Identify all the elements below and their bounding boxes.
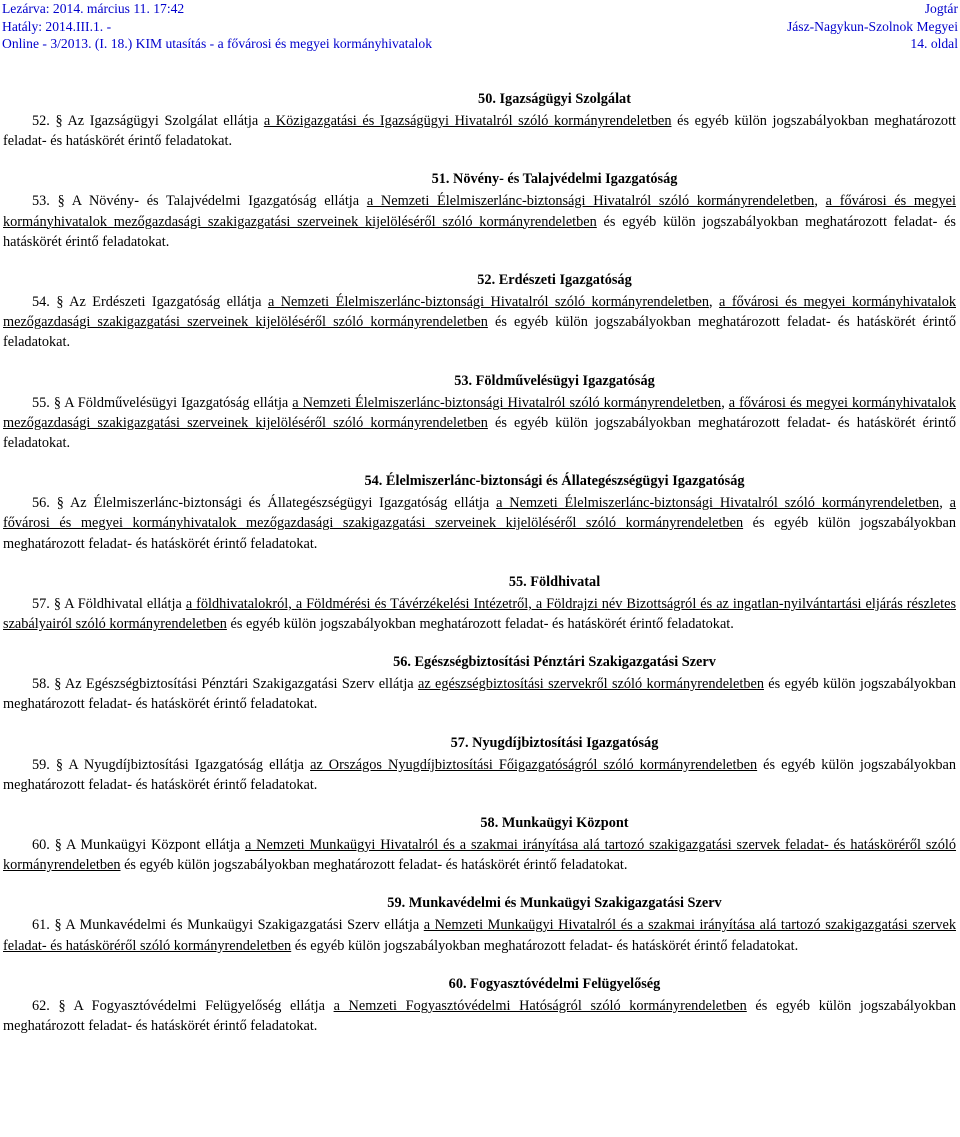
document-title: Online - 3/2013. (I. 18.) KIM utasítás - a fővárosi és megyei kormányhivatalok — [2, 36, 432, 51]
section-sign-icon: § — [53, 394, 65, 411]
paragraph-text: A Földművelésügyi Igazgatóság ellátja — [64, 394, 293, 411]
legal-reference-link[interactable]: a Nemzeti Élelmiszerlánc-biztonsági Hivatalról szóló kormányrendeletben — [496, 495, 940, 512]
paragraph-text: , — [939, 495, 950, 512]
paragraph-number: 59. — [32, 756, 56, 773]
section-paragraph — [3, 191, 956, 252]
county-name: Jász-Nagykun-Szolnok Megyei — [786, 18, 958, 34]
paragraph-text: és egyéb külön jogszabályokban meghatározott feladat- és hatáskörét érintő feladatokat. — [3, 676, 956, 713]
paragraph-text: A Nyugdíjbiztosítási Igazgatóság ellátja — [68, 756, 311, 773]
paragraph-text: , — [721, 394, 729, 411]
paragraph-text: és egyéb külön jogszabályokban meghatározott feladat- és hatáskörét érintő feladatokat. — [3, 213, 956, 250]
section-paragraph — [3, 594, 956, 634]
section-title: 54. Élelmiszerlánc-biztonsági és Állategészségügyi Igazgatóság — [364, 473, 745, 490]
legal-reference-link[interactable]: a Nemzeti Élelmiszerlánc-biztonsági Hivatalról szóló kormányrendeletben — [366, 193, 815, 210]
paragraph-text: A Földhivatal ellátja — [64, 595, 186, 612]
section-title: 57. Nyugdíjbiztosítási Igazgatóság — [450, 734, 659, 751]
legal-reference-link[interactable]: a Nemzeti Munkaügyi Hivatalról és a szakmai irányítása alá tartozó szakigazgatási szervek feladat- és hatásköréről szóló kormányrendeletben — [3, 917, 956, 954]
paragraph-text: A Fogyasztóvédelmi Felügyelőség ellátja — [73, 997, 334, 1014]
paragraph-text: és egyéb külön jogszabályokban meghatározott feladat- és hatáskörét érintő feladatokat. — [3, 113, 957, 150]
section-paragraph — [3, 493, 956, 554]
section-title: 58. Munkaügyi Központ — [480, 815, 629, 832]
paragraph-number: 57. — [32, 595, 54, 612]
section-paragraph — [3, 835, 956, 875]
section-title: 60. Fogyasztóvédelmi Felügyelőség — [448, 975, 661, 992]
paragraph-number: 61. — [32, 917, 55, 934]
section-title: 59. Munkavédelmi és Munkaügyi Szakigazgatási Szerv — [387, 895, 722, 912]
paragraph-text: és egyéb külön jogszabályokban meghatározott feladat- és hatáskörét érintő feladatokat. — [3, 997, 956, 1035]
paragraph-number: 58. — [32, 676, 55, 693]
paragraph-text: A Növény- és Talajvédelmi Igazgatóság ellátja — [71, 193, 367, 210]
section-sign-icon: § — [54, 837, 66, 854]
document-body — [3, 89, 956, 1054]
section-title: 53. Földművelésügyi Igazgatóság — [454, 372, 655, 389]
legal-reference-link[interactable]: a földhivatalokról, a Földmérési és Távérzékelési Intézetről, a Földrajzi név Bizottságról és az ingatlan-nyilvántartási eljárás részletes szabályairól szóló kormányrendeletben — [3, 595, 957, 633]
paragraph-text: Az Erdészeti Igazgatóság ellátja — [69, 294, 268, 311]
header-row-1 — [2, 0, 958, 18]
legal-reference-link[interactable]: az Országos Nyugdíjbiztosítási Főigazgatóságról szóló kormányrendeletben — [310, 756, 758, 773]
section-sign-icon: § — [54, 676, 65, 693]
paragraph-text: és egyéb külön jogszabályokban meghatározott feladat- és hatáskörét érintő feladatokat. — [120, 857, 628, 874]
paragraph-number: 54. — [32, 294, 57, 311]
paragraph-text: Az Igazságügyi Szolgálat ellátja — [67, 113, 264, 129]
paragraph-number: 62. — [32, 997, 59, 1014]
validity-date: Hatály: 2014.III.1. - — [2, 18, 112, 34]
section-title: 50. Igazságügyi Szolgálat — [478, 91, 631, 107]
legal-reference-link[interactable]: a fővárosi és megyei kormányhivatalok mezőgazdasági szakigazgatási szerveinek kijelöléséről szóló kormányrendeletben — [3, 193, 956, 230]
paragraph-text: és egyéb külön jogszabályokban meghatározott feladat- és hatáskörét érintő feladatokat. — [3, 515, 956, 552]
section-sign-icon: § — [54, 917, 66, 934]
paragraph-number: 56. — [32, 495, 57, 512]
section-sign-icon: § — [56, 294, 70, 311]
paragraph-text: A Munkavédelmi és Munkaügyi Szakigazgatási Szerv ellátja — [65, 917, 424, 934]
legal-reference-link[interactable]: a Nemzeti Élelmiszerlánc-biztonsági Hivatalról szóló kormányrendeletben — [267, 294, 710, 311]
section-paragraph — [3, 292, 956, 353]
paragraph-text: A Munkaügyi Központ ellátja — [65, 837, 245, 854]
section-sign-icon: § — [55, 113, 68, 129]
section-sign-icon: § — [55, 756, 69, 773]
section-paragraph — [3, 674, 956, 714]
legal-reference-link[interactable]: a fővárosi és megyei kormányhivatalok mezőgazdasági szakigazgatási szerveinek kijelöléséről szóló kormányrendeletben — [3, 294, 956, 331]
section-sign-icon: § — [53, 595, 65, 612]
locked-date: Lezárva: 2014. március 11. 17:42 — [2, 1, 185, 16]
legal-reference-link[interactable]: a Közigazgatási és Igazságügyi Hivatalról szóló kormányrendeletben — [263, 113, 672, 129]
legal-reference-link[interactable]: a fővárosi és megyei kormányhivatalok mezőgazdasági szakigazgatási szerveinek kijelöléséről szóló kormányrendeletben — [3, 394, 956, 431]
paragraph-text: , — [709, 294, 720, 311]
page-header — [2, 0, 958, 53]
paragraph-text: Az Élelmiszerlánc-biztonsági és Állategészségügyi Igazgatóság ellátja — [69, 495, 497, 512]
paragraph-number: 53. — [32, 193, 58, 210]
paragraph-number: 52. — [32, 113, 56, 129]
section-paragraph — [3, 755, 956, 795]
paragraph-text: és egyéb külön jogszabályokban meghatározott feladat- és hatáskörét érintő feladatokat. — [3, 756, 956, 793]
paragraph-number: 60. — [32, 837, 55, 854]
legal-reference-link[interactable]: a Nemzeti Fogyasztóvédelmi Hatóságról szóló kormányrendeletben — [333, 997, 747, 1014]
section-title: 55. Földhivatal — [508, 573, 601, 590]
section-paragraph — [3, 996, 956, 1036]
legal-reference-link[interactable]: az egészségbiztosítási szervekről szóló kormányrendeletben — [417, 676, 764, 693]
paragraph-text: Az Egészségbiztosítási Pénztári Szakigazgatási Szerv ellátja — [64, 676, 418, 693]
section-title: 51. Növény- és Talajvédelmi Igazgatóság — [431, 171, 678, 188]
paragraph-text: és egyéb külön jogszabályokban meghatározott feladat- és hatáskörét érintő feladatokat. — [3, 414, 956, 452]
legal-reference-link[interactable]: a Nemzeti Munkaügyi Hivatalról és a szakmai irányítása alá tartozó szakigazgatási szervek feladat- és hatásköréről szóló kormányrendeletben — [3, 837, 957, 874]
paragraph-text: és egyéb külön jogszabályokban meghatározott feladat- és hatáskörét érintő feladatokat. — [3, 314, 956, 351]
page-number: 14. oldal — [910, 36, 958, 51]
legal-reference-link[interactable]: a fővárosi és megyei kormányhivatalok mezőgazdasági szakigazgatási szerveinek kijelöléséről szóló kormányrendeletben — [3, 495, 956, 532]
paragraph-text: és egyéb külön jogszabályokban meghatározott feladat- és hatáskörét érintő feladatokat. — [291, 937, 799, 954]
section-sign-icon: § — [58, 997, 74, 1014]
section-sign-icon: § — [57, 193, 72, 210]
paragraph-number: 55. — [32, 394, 54, 411]
source-name: Jogtár — [924, 1, 958, 16]
section-title: 52. Erdészeti Igazgatóság — [477, 272, 632, 289]
section-paragraph — [3, 393, 956, 454]
section-sign-icon: § — [56, 495, 70, 512]
legal-reference-link[interactable]: a Nemzeti Élelmiszerlánc-biztonsági Hivatalról szóló kormányrendeletben — [292, 394, 722, 411]
section-paragraph — [3, 111, 956, 151]
section-title: 56. Egészségbiztosítási Pénztári Szakigazgatási Szerv — [393, 654, 716, 671]
paragraph-text: és egyéb külön jogszabályokban meghatározott feladat- és hatáskörét érintő feladatokat. — [226, 616, 734, 633]
paragraph-text: , — [814, 193, 826, 210]
header-row-2 — [2, 18, 958, 36]
header-row-3 — [2, 35, 958, 53]
section-paragraph — [3, 915, 956, 955]
